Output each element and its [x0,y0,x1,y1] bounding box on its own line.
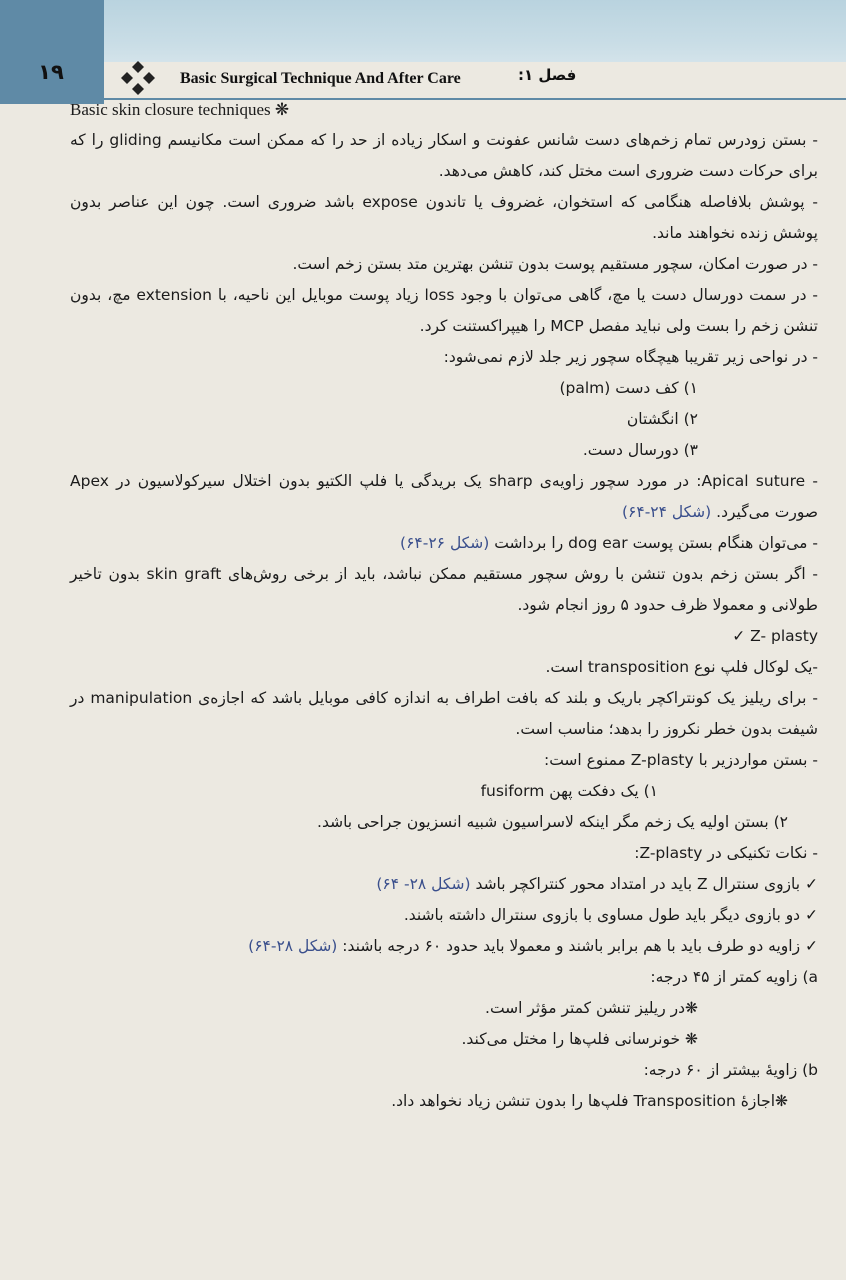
page-body [70,94,818,1117]
list-item: ۲) انگشتان [626,410,698,428]
chapter-label: فصل ۱: [518,66,577,84]
paragraph: - در نواحی زیر تقریبا هیچگاه سچور زیر جلد لازم نمی‌شود: [443,348,818,366]
paragraph: - برای ریلیز یک کونتراکچر باریک و بلند که بافت اطراف به اندازه کافی موبایل باشد که اجازه‌ی manipulation در شیفت بدون خطر نکروز را بدهد؛ مناسب است. [70,689,818,738]
list-item: ۱) کف دست (palm) [559,379,698,397]
checklist-text: ✓ بازوی سنترال Z باید در امتداد محور کنتراکچر باشد [475,875,818,893]
checklist-text: ✓ زاویه دو طرف باید با هم برابر باشند و معمولا باید حدود ۶۰ درجه باشند: [342,937,818,955]
subsection-heading: Z- plasty ✓ [732,627,818,645]
paragraph: - در سمت دورسال دست یا مچ، گاهی می‌توان با وجود loss زیاد پوست موبایل این ناحیه، با extension مچ، بدون تنشن زخم را بست ولی نباید مفصل MCP را هیپراکستنت کرد. [70,286,819,335]
paragraph [70,528,818,559]
page-number: ۱۹ [38,60,64,84]
paragraph: - نکات تکنیکی در Z-plasty: [634,844,818,862]
figure-reference: (شکل ۲۶-۶۴) [400,534,490,552]
figure-reference: (شکل ۲۴-۶۴) [621,503,712,521]
paragraph [70,466,818,528]
list-item: ۲) بستن اولیه یک زخم مگر اینکه لاسراسیون شبیه انسزیون جراحی باشد. [317,813,788,831]
bullet-item: ❋در ریلیز تنشن کمتر مؤثر است. [485,999,698,1017]
paragraph: - پوشش بلافاصله هنگامی که استخوان، غضروف یا تاندون expose باشد ضروری است. چون این عناصر بدون پوشش زنده نخواهند ماند. [70,193,818,242]
figure-reference: (شکل ۲۸- ۶۴) [376,875,471,893]
paragraph: -یک لوکال فلپ نوع transposition است. [545,658,818,676]
bullet-item: ❋اجازهٔ Transposition فلپ‌ها را بدون تنشن زیاد نخواهد داد. [391,1092,788,1110]
diamond-ornament-icon [116,60,160,98]
paragraph: - در صورت امکان، سچور مستقیم پوست بدون تنشن بهترین متد بستن زخم است. [292,255,818,273]
paragraph: - بستن زودرس تمام زخم‌های دست شانس عفونت و اسکار زیاده از حد را که ممکن است مکانیسم gliding را که برای حرکات دست ضروری است مختل کند، کاهش می‌دهد. [70,131,818,180]
bullet-item: ❋ خونرسانی فلپ‌ها را مختل می‌کند. [461,1030,698,1048]
list-item: ۳) دورسال دست. [582,441,698,459]
paragraph-text: - می‌توان هنگام بستن پوست dog ear را برداشت [494,534,818,552]
figure-reference: (شکل ۲۸-۶۴) [248,937,338,955]
paragraph: - بستن مواردزیر با Z-plasty ممنوع است: [543,751,818,769]
checklist-item [70,869,818,900]
page-number-tab [0,0,104,104]
case-label: a) زاویه کمتر از ۴۵ درجه: [650,968,818,986]
list-item: ۱) یک دفکت پهن fusiform [480,782,658,800]
checklist-item: ✓ دو بازوی دیگر باید طول مساوی با بازوی سنترال داشته باشند. [403,906,818,924]
section-heading: Basic skin closure techniques ❋ [70,100,290,119]
header-band [0,0,846,62]
running-title: Basic Surgical Technique And After Care [180,70,461,87]
paragraph-text: - Apical suture: در مورد سچور زاویه‌ی sharp یک بریدگی یا فلپ الکتیو بدون اختلال سیرکولاسیون در Apex صورت می‌گیرد. [70,472,818,521]
case-label: b) زاویهٔ بیشتر از ۶۰ درجه: [643,1061,818,1079]
checklist-item [70,931,818,962]
paragraph: - اگر بستن زخم بدون تنشن با روش سچور مستقیم ممکن نباشد، باید از برخی روش‌های skin graft بدون تاخیر طولانی و معمولا ظرف حدود ۵ روز انجام شود. [70,565,818,614]
